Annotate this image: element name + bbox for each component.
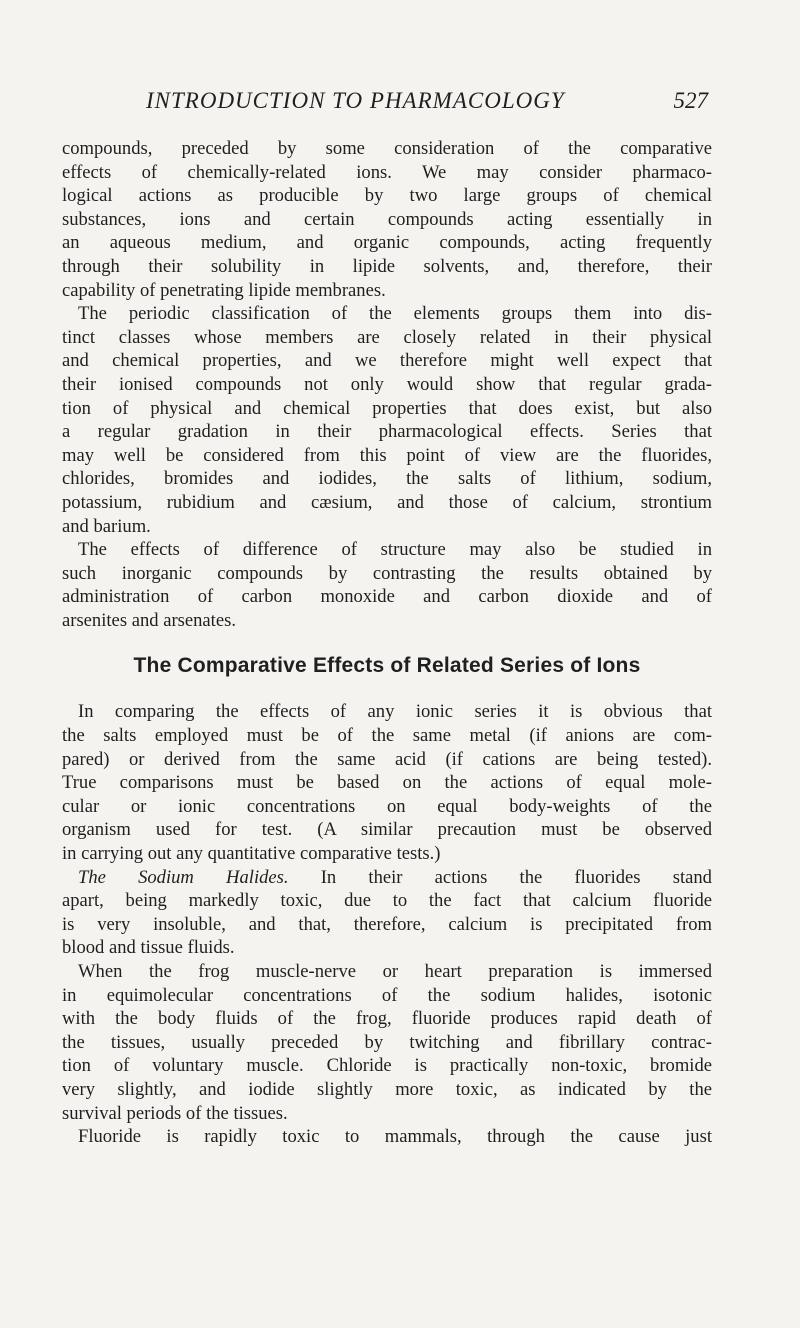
text-line: administration of carbon monoxide and carbon dioxide and of [62,586,712,608]
text-line [62,866,712,890]
text-line: such inorganic compounds by contrasting the results obtained by [62,562,712,584]
text-line: potassium, rubidium and cæsium, and those of calcium, strontium [62,491,712,513]
text-line: is very insoluble, and that, therefore, calcium is precipitated from [62,913,712,935]
text-line: arsenites and arsenates. [62,609,236,631]
paragraph-3 [62,538,712,632]
text-run: In their actions the fluorides stand [288,866,712,888]
text-line: logical actions as producible by two large groups of chemical [62,185,712,207]
text-line: The periodic classification of the elements groups them into dis- [78,303,712,325]
text-line: effects of chemically-related ions. We may consider pharmaco- [62,161,712,183]
text-line: through their solubility in lipide solvents, and, therefore, their [62,255,712,277]
text-line: Fluoride is rapidly toxic to mammals, through the cause just [78,1126,712,1148]
text-line: very slightly, and iodide slightly more toxic, as indicated by the [62,1078,712,1100]
text-line: and barium. [62,515,151,537]
paragraph-2 [62,302,712,538]
text-line: When the frog muscle-nerve or heart preparation is immersed [78,961,712,982]
text-line: True comparisons must be based on the actions of equal mole- [62,772,712,794]
body-text [62,137,712,1149]
text-line: may well be considered from this point of view are the fluorides, [62,444,712,466]
text-line: and chemical properties, and we therefore might well expect that [62,350,712,372]
text-line: the tissues, usually preceded by twitching and fibrillary contrac- [62,1031,712,1053]
text-line: their ionised compounds not only would show that regular grada- [62,373,712,395]
text-line: chlorides, bromides and iodides, the salts of lithium, sodium, [62,468,712,490]
text-line: substances, ions and certain compounds acting essentially in [62,208,712,230]
text-line: apart, being markedly toxic, due to the fact that calcium fluoride [62,890,712,912]
text-line: The effects of difference of structure may also be studied in [78,539,712,561]
text-line: cular or ionic concentrations on equal body-weights of the [62,795,712,817]
text-line: blood and tissue fluids. [62,937,235,959]
text-line: the salts employed must be of the same metal (if anions are com- [62,725,712,747]
running-title: INTRODUCTION TO PHARMACOLOGY [146,88,565,113]
text-line: pared) or derived from the same acid (if cations are being tested). [62,748,712,770]
text-line: tion of voluntary muscle. Chloride is practically non-toxic, bromide [62,1055,712,1077]
text-line: tion of physical and chemical properties that does exist, but also [62,397,712,419]
text-line: compounds, preceded by some consideration of the comparative [62,138,712,159]
section-heading: The Comparative Effects of Related Series of Ions [133,654,641,678]
text-line: survival periods of the tissues. [62,1102,288,1124]
paragraph-7 [62,1125,712,1149]
text-line: an aqueous medium, and organic compounds, acting frequently [62,232,712,254]
text-line: in carrying out any quantitative comparative tests.) [62,843,441,865]
text-line: capability of penetrating lipide membranes. [62,279,386,301]
subsection-run-in-heading: The Sodium Halides. [78,866,289,888]
paragraph-5 [62,866,712,960]
paragraph-4 [62,700,712,865]
running-head [62,88,712,118]
text-line: organism used for test. (A similar precaution must be observed [62,819,712,841]
text-line: In comparing the effects of any ionic series it is obvious that [78,701,712,723]
text-line: in equimolecular concentrations of the sodium halides, isotonic [62,984,712,1006]
paragraph-1 [62,137,712,302]
page-number: 527 [673,88,708,113]
text-line: tinct classes whose members are closely related in their physical [62,326,712,348]
text-line: a regular gradation in their pharmacological effects. Series that [62,421,712,443]
text-line: with the body fluids of the frog, fluoride produces rapid death of [62,1008,712,1030]
paragraph-6 [62,960,712,1125]
